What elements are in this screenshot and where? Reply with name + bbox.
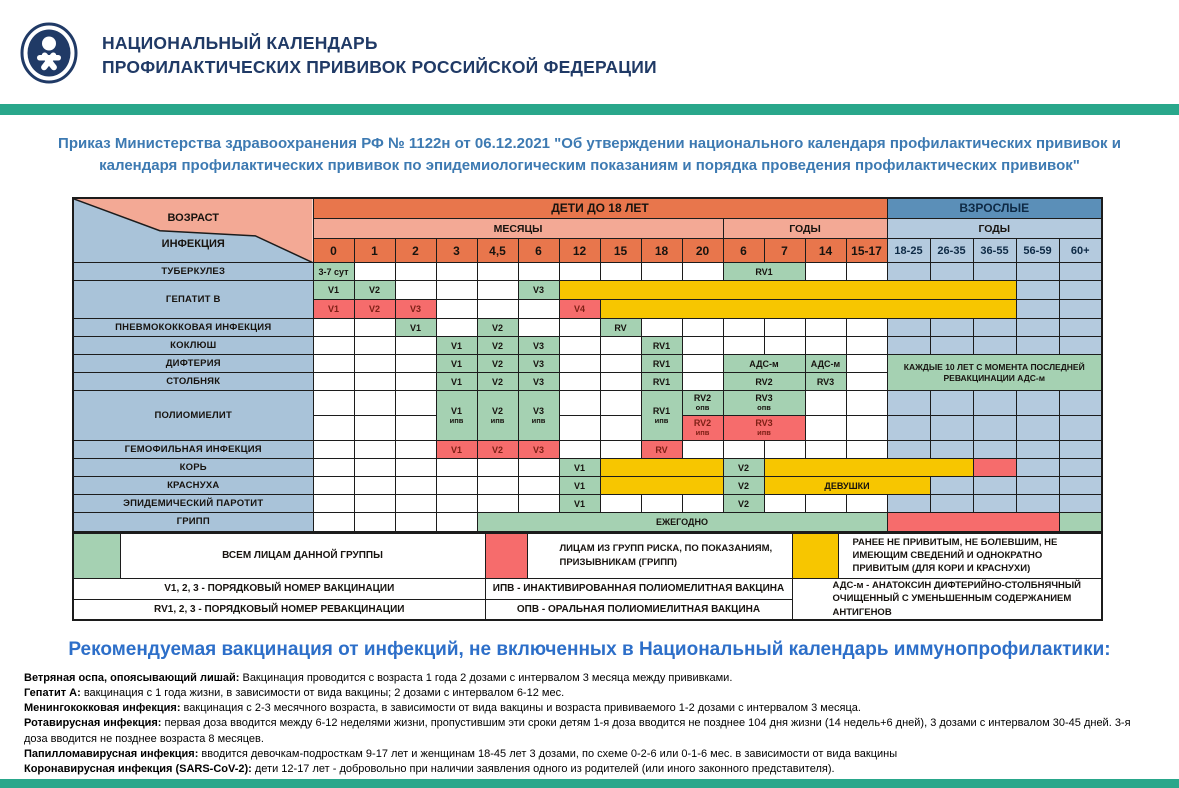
table-row [73, 281, 1102, 300]
vaccine-cell: V2 [723, 459, 764, 477]
empty-cell [805, 263, 846, 281]
vaccine-cell: RV3 ипв [723, 416, 805, 441]
empty-cell [973, 495, 1016, 513]
empty-cell [973, 477, 1016, 495]
empty-cell [846, 391, 887, 416]
empty-cell [764, 337, 805, 355]
empty-cell [395, 513, 436, 532]
empty-cell [973, 416, 1016, 441]
empty-cell [395, 281, 436, 300]
empty-cell [1016, 459, 1059, 477]
empty-cell [354, 495, 395, 513]
table-row [73, 337, 1102, 355]
empty-cell [805, 337, 846, 355]
empty-cell [1016, 477, 1059, 495]
infection-row-label: ТУБЕРКУЛЕЗ [73, 263, 313, 281]
vaccine-cell: V3 [518, 441, 559, 459]
vaccine-cell: ЕЖЕГОДНО [477, 513, 887, 532]
table-row [73, 319, 1102, 337]
empty-cell [973, 337, 1016, 355]
vaccine-cell: V2 [354, 300, 395, 319]
vaccine-cell: V2 ипв [477, 391, 518, 441]
empty-cell [313, 337, 354, 355]
age-column-header: 60+ [1059, 239, 1102, 263]
vaccine-cell [600, 477, 723, 495]
empty-cell [887, 391, 930, 416]
table-row [73, 263, 1102, 281]
empty-cell [395, 355, 436, 373]
age-column-header: 1 [354, 239, 395, 263]
vaccine-cell: RV3 опв [723, 391, 805, 416]
empty-cell [887, 416, 930, 441]
vaccine-cell: V2 [477, 441, 518, 459]
page-header [0, 0, 1179, 104]
empty-cell [354, 477, 395, 495]
age-column-header: 14 [805, 239, 846, 263]
infection-row-label: ГЕПАТИТ В [73, 281, 313, 319]
empty-cell [354, 416, 395, 441]
empty-cell [846, 337, 887, 355]
recommended-list [24, 671, 1156, 777]
infection-row-label: ПОЛИОМИЕЛИТ [73, 391, 313, 441]
teal-divider-bar [0, 104, 1179, 115]
empty-cell [313, 319, 354, 337]
empty-cell [313, 477, 354, 495]
vaccine-cell: АДС-м [805, 355, 846, 373]
vaccine-cell: V2 [477, 337, 518, 355]
vaccine-cell [600, 459, 723, 477]
table-header-row [73, 198, 1102, 219]
empty-cell [1059, 300, 1102, 319]
legend-rv-note: RV1, 2, 3 - ПОРЯДКОВЫЙ НОМЕР РЕВАКЦИНАЦИИ [73, 599, 485, 620]
empty-cell [518, 459, 559, 477]
age-column-header: 7 [764, 239, 805, 263]
empty-cell [600, 416, 641, 441]
empty-cell [436, 319, 477, 337]
vaccine-cell [973, 459, 1016, 477]
infection-row-label: ДИФТЕРИЯ [73, 355, 313, 373]
decree-subtitle: Приказ Министерства здравоохранения РФ № 1122н от 06.12.2021 "Об утверждении национального календаря профилактических прививок и календаря профилактических прививок по эпидемиологическим показаниям и порядка проведения профилактических прививок" [58, 135, 1121, 174]
empty-cell [682, 441, 723, 459]
empty-cell [477, 281, 518, 300]
unit-header: МЕСЯЦЫ [313, 219, 723, 239]
vaccine-cell: АДС-м [723, 355, 805, 373]
infection-row-label: КРАСНУХА [73, 477, 313, 495]
empty-cell [682, 319, 723, 337]
empty-cell [600, 373, 641, 391]
age-column-header: 2 [395, 239, 436, 263]
empty-cell [1016, 495, 1059, 513]
empty-cell [436, 459, 477, 477]
vaccine-cell: V1 [436, 355, 477, 373]
infection-row-label: КОКЛЮШ [73, 337, 313, 355]
age-column-header: 6 [518, 239, 559, 263]
recommendation-item: Коронавирусная инфекция (SARS-CoV-2): дети 12-17 лет - добровольно при наличии заявления одного из родителей (или иного законного представителя). [24, 762, 835, 775]
empty-cell [1016, 300, 1059, 319]
table-row [73, 495, 1102, 513]
age-column-header: 26-35 [930, 239, 973, 263]
empty-cell [354, 391, 395, 416]
age-column-header: 12 [559, 239, 600, 263]
empty-cell [313, 416, 354, 441]
empty-cell [354, 319, 395, 337]
empty-cell [354, 513, 395, 532]
empty-cell [1059, 391, 1102, 416]
empty-cell [846, 355, 887, 373]
ministry-logo-icon [20, 22, 78, 84]
legend-unvaccinated-label: РАНЕЕ НЕ ПРИВИТЫМ, НЕ БОЛЕВШИМ, НЕ ИМЕЮЩИМ СВЕДЕНИЙ И ОДНОКРАТНО ПРИВИТЫМ (ДЛЯ КОРИ И КРАСНУХИ) [838, 533, 1102, 579]
empty-cell [930, 416, 973, 441]
legend-adsm-note: АДС-м - АНАТОКСИН ДИФТЕРИЙНО-СТОЛБНЯЧНЫЙ ОЧИЩЕННЫЙ С УМЕНЬШЕННЫМ СОДЕРЖАНИЕМ АНТИГЕНОВ [792, 579, 1102, 620]
legend-ipv-note: ИПВ - ИНАКТИВИРОВАННАЯ ПОЛИОМЕЛИТНАЯ ВАКЦИНА [485, 579, 792, 600]
age-infection-corner: ВОЗРАСТ ИНФЕКЦИЯ [73, 198, 313, 263]
age-column-header: 36-55 [973, 239, 1016, 263]
vaccine-cell: RV1 [641, 337, 682, 355]
empty-cell [682, 355, 723, 373]
empty-cell [600, 441, 641, 459]
age-group-header: ДЕТИ ДО 18 ЛЕТ [313, 198, 887, 219]
vaccine-cell: V3 [395, 300, 436, 319]
recommendation-item: Ветряная оспа, опоясывающий лишай: Вакцинация проводится с возраста 1 года 2 дозами с интервалом 3 месяца между прививками. [24, 671, 733, 684]
table-row [73, 355, 1102, 373]
empty-cell [395, 495, 436, 513]
empty-cell [436, 513, 477, 532]
age-column-header: 3 [436, 239, 477, 263]
empty-cell [930, 495, 973, 513]
vaccine-cell: V2 [477, 355, 518, 373]
recommended-section-heading: Рекомендуемая вакцинация от инфекций, не включенных в Национальный календарь иммунопрофилактики: [68, 638, 1111, 660]
empty-cell [600, 495, 641, 513]
empty-cell [973, 441, 1016, 459]
legend-green-swatch [73, 533, 120, 579]
vaccine-cell: 3-7 сут [313, 263, 354, 281]
empty-cell [354, 355, 395, 373]
empty-cell [723, 337, 764, 355]
vaccine-cell: RV1 [641, 373, 682, 391]
vaccine-cell: V3 ипв [518, 391, 559, 441]
empty-cell [600, 355, 641, 373]
empty-cell [395, 441, 436, 459]
footer-teal-bar [0, 779, 1179, 788]
legend-table [72, 532, 1103, 621]
empty-cell [930, 263, 973, 281]
empty-cell [682, 337, 723, 355]
empty-cell [805, 391, 846, 416]
empty-cell [600, 263, 641, 281]
vaccine-cell: V1 [436, 337, 477, 355]
empty-cell [395, 373, 436, 391]
infection-row-label: СТОЛБНЯК [73, 373, 313, 391]
vaccine-cell: V1 [313, 300, 354, 319]
infection-row-label: ГЕМОФИЛЬНАЯ ИНФЕКЦИЯ [73, 441, 313, 459]
empty-cell [887, 441, 930, 459]
vaccine-cell [764, 459, 973, 477]
empty-cell [887, 495, 930, 513]
recommendation-item: Папилломавирусная инфекция: вводится девочкам-подросткам 9-17 лет и женщинам 18-45 лет 3 дозами, по схеме 0-2-6 или 0-1-6 мес. в зависимости от вида вакцины [24, 747, 898, 760]
empty-cell [1059, 477, 1102, 495]
recommendation-item: Менингококковая инфекция: вакцинация с 2-3 месячного возраста, в зависимости от вида вакцины и возраста прививаемого 1-2 дозами с интервалом 3 месяца. [24, 702, 861, 715]
empty-cell [600, 391, 641, 416]
empty-cell [1016, 319, 1059, 337]
empty-cell [395, 337, 436, 355]
empty-cell [559, 391, 600, 416]
recommendation-item: Гепатит А: вакцинация с 1 года жизни, в зависимости от вида вакцины; 2 дозами с интервалом 6-12 мес. [24, 687, 565, 700]
empty-cell [930, 337, 973, 355]
empty-cell [313, 391, 354, 416]
legend-v-note: V1, 2, 3 - ПОРЯДКОВЫЙ НОМЕР ВАКЦИНАЦИИ [73, 579, 485, 600]
vaccine-cell: ДЕВУШКИ [764, 477, 930, 495]
empty-cell [805, 441, 846, 459]
empty-cell [1059, 495, 1102, 513]
empty-cell [887, 337, 930, 355]
table-row [73, 513, 1102, 532]
empty-cell [805, 416, 846, 441]
empty-cell [477, 300, 518, 319]
legend-opv-note: ОПВ - ОРАЛЬНАЯ ПОЛИОМИЕЛИТНАЯ ВАКЦИНА [485, 599, 792, 620]
empty-cell [395, 391, 436, 416]
empty-cell [313, 459, 354, 477]
vaccine-cell [600, 300, 1016, 319]
vaccine-cell: V3 [518, 373, 559, 391]
empty-cell [723, 441, 764, 459]
empty-cell [313, 355, 354, 373]
empty-cell [477, 263, 518, 281]
vaccine-cell [559, 281, 1016, 300]
age-column-header: 18-25 [887, 239, 930, 263]
vaccine-cell: V3 [518, 355, 559, 373]
vaccine-cell: V1 [436, 373, 477, 391]
empty-cell [1059, 416, 1102, 441]
infection-row-label: ЭПИДЕМИЧЕСКИЙ ПАРОТИТ [73, 495, 313, 513]
empty-cell [559, 355, 600, 373]
empty-cell [395, 416, 436, 441]
empty-cell [395, 459, 436, 477]
age-column-header: 15-17 [846, 239, 887, 263]
empty-cell [313, 441, 354, 459]
empty-cell [436, 477, 477, 495]
vaccine-cell: V1 [313, 281, 354, 300]
empty-cell [930, 441, 973, 459]
vaccine-cell: RV1 [641, 355, 682, 373]
empty-cell [1059, 319, 1102, 337]
empty-cell [559, 373, 600, 391]
vaccine-cell: V1 ипв [436, 391, 477, 441]
empty-cell [764, 441, 805, 459]
vaccine-cell: RV2 опв [682, 391, 723, 416]
empty-cell [354, 373, 395, 391]
empty-cell [518, 300, 559, 319]
infection-row-label: ГРИПП [73, 513, 313, 532]
legend-risk-group-label: ЛИЦАМ ИЗ ГРУПП РИСКА, ПО ПОКАЗАНИЯМ, ПРИЗЫВНИКАМ (ГРИПП) [527, 533, 792, 579]
empty-cell [1016, 281, 1059, 300]
empty-cell [477, 495, 518, 513]
vaccine-cell: КАЖДЫЕ 10 ЛЕТ С МОМЕНТА ПОСЛЕДНЕЙ РЕВАКЦИНАЦИИ АДС-м [887, 355, 1102, 391]
empty-cell [559, 337, 600, 355]
empty-cell [1059, 337, 1102, 355]
unit-header: ГОДЫ [887, 219, 1102, 239]
legend-all-group-label: ВСЕМ ЛИЦАМ ДАННОЙ ГРУППЫ [120, 533, 485, 579]
empty-cell [846, 441, 887, 459]
empty-cell [313, 495, 354, 513]
empty-cell [805, 495, 846, 513]
vaccine-cell: RV1 ипв [641, 391, 682, 441]
empty-cell [518, 477, 559, 495]
vaccine-cell: V2 [354, 281, 395, 300]
age-column-header: 15 [600, 239, 641, 263]
empty-cell [641, 319, 682, 337]
empty-cell [682, 495, 723, 513]
empty-cell [395, 477, 436, 495]
recommendation-item: Ротавирусная инфекция: первая доза вводится между 6-12 неделями жизни, пропустившим эти сроки детям 1-я доза вводится не позднее 104 дня жизни (14 недель+6 дней), 3 дозами с интервалом 30-45 дней. 3-я доза вводится не позднее возраста 8 месяцев. [24, 717, 1131, 745]
vaccine-cell: V2 [723, 495, 764, 513]
vaccine-cell: RV2 [723, 373, 805, 391]
empty-cell [887, 319, 930, 337]
vaccine-cell: RV3 [805, 373, 846, 391]
empty-cell [477, 477, 518, 495]
age-column-header: 20 [682, 239, 723, 263]
empty-cell [354, 459, 395, 477]
vaccine-cell: V2 [723, 477, 764, 495]
empty-cell [682, 263, 723, 281]
page-title-line1: НАЦИОНАЛЬНЫЙ КАЛЕНДАРЬ [102, 33, 378, 53]
vaccine-cell: V3 [518, 337, 559, 355]
empty-cell [477, 459, 518, 477]
empty-cell [930, 391, 973, 416]
age-group-header: ВЗРОСЛЫЕ [887, 198, 1102, 219]
vaccine-cell: V1 [395, 319, 436, 337]
empty-cell [973, 391, 1016, 416]
empty-cell [1016, 337, 1059, 355]
vaccine-cell: V2 [477, 319, 518, 337]
vaccine-cell: RV1 [723, 263, 805, 281]
empty-cell [354, 441, 395, 459]
empty-cell [395, 263, 436, 281]
vaccine-cell: V1 [436, 441, 477, 459]
empty-cell [846, 319, 887, 337]
empty-cell [1059, 263, 1102, 281]
empty-cell [1016, 441, 1059, 459]
empty-cell [436, 263, 477, 281]
age-column-header: 6 [723, 239, 764, 263]
vaccine-cell: V3 [518, 281, 559, 300]
empty-cell [518, 495, 559, 513]
empty-cell [436, 281, 477, 300]
empty-cell [313, 513, 354, 532]
empty-cell [1016, 263, 1059, 281]
empty-cell [1059, 459, 1102, 477]
empty-cell [887, 263, 930, 281]
vaccine-cell: V4 [559, 300, 600, 319]
empty-cell [1059, 281, 1102, 300]
table-row [73, 441, 1102, 459]
empty-cell [682, 373, 723, 391]
empty-cell [930, 319, 973, 337]
empty-cell [518, 263, 559, 281]
vaccination-calendar-table [72, 197, 1103, 533]
empty-cell [1016, 391, 1059, 416]
legend-yellow-swatch [792, 533, 838, 579]
empty-cell [354, 337, 395, 355]
empty-cell [1059, 441, 1102, 459]
empty-cell [846, 416, 887, 441]
empty-cell [973, 263, 1016, 281]
empty-cell [805, 319, 846, 337]
empty-cell [764, 319, 805, 337]
empty-cell [1016, 416, 1059, 441]
age-column-header: 56-59 [1016, 239, 1059, 263]
vaccine-cell [887, 513, 1059, 532]
empty-cell [559, 319, 600, 337]
empty-cell [641, 495, 682, 513]
empty-cell [313, 373, 354, 391]
vaccine-cell: V2 [477, 373, 518, 391]
age-column-header: 0 [313, 239, 354, 263]
table-row [73, 459, 1102, 477]
vaccine-cell: RV [600, 319, 641, 337]
empty-cell [641, 263, 682, 281]
empty-cell [436, 300, 477, 319]
empty-cell [559, 416, 600, 441]
empty-cell [354, 263, 395, 281]
infection-row-label: КОРЬ [73, 459, 313, 477]
empty-cell [436, 495, 477, 513]
vaccine-cell: V1 [559, 477, 600, 495]
table-row [73, 391, 1102, 416]
vaccine-cell: V1 [559, 459, 600, 477]
age-column-header: 18 [641, 239, 682, 263]
legend-red-swatch [485, 533, 527, 579]
unit-header: ГОДЫ [723, 219, 887, 239]
vaccine-cell: RV2 ипв [682, 416, 723, 441]
infection-row-label: ПНЕВМОКОККОВАЯ ИНФЕКЦИЯ [73, 319, 313, 337]
empty-cell [973, 319, 1016, 337]
empty-cell [559, 441, 600, 459]
empty-cell [846, 263, 887, 281]
empty-cell [764, 495, 805, 513]
empty-cell [846, 373, 887, 391]
age-column-header: 4,5 [477, 239, 518, 263]
page-title-line2: ПРОФИЛАКТИЧЕСКИХ ПРИВИВОК РОССИЙСКОЙ ФЕДЕРАЦИИ [102, 56, 657, 77]
empty-cell [518, 319, 559, 337]
empty-cell [846, 495, 887, 513]
vaccine-cell [1059, 513, 1102, 532]
empty-cell [559, 263, 600, 281]
empty-cell [930, 477, 973, 495]
vaccine-cell: RV [641, 441, 682, 459]
table-row [73, 477, 1102, 495]
empty-cell [723, 319, 764, 337]
empty-cell [600, 337, 641, 355]
vaccine-cell: V1 [559, 495, 600, 513]
